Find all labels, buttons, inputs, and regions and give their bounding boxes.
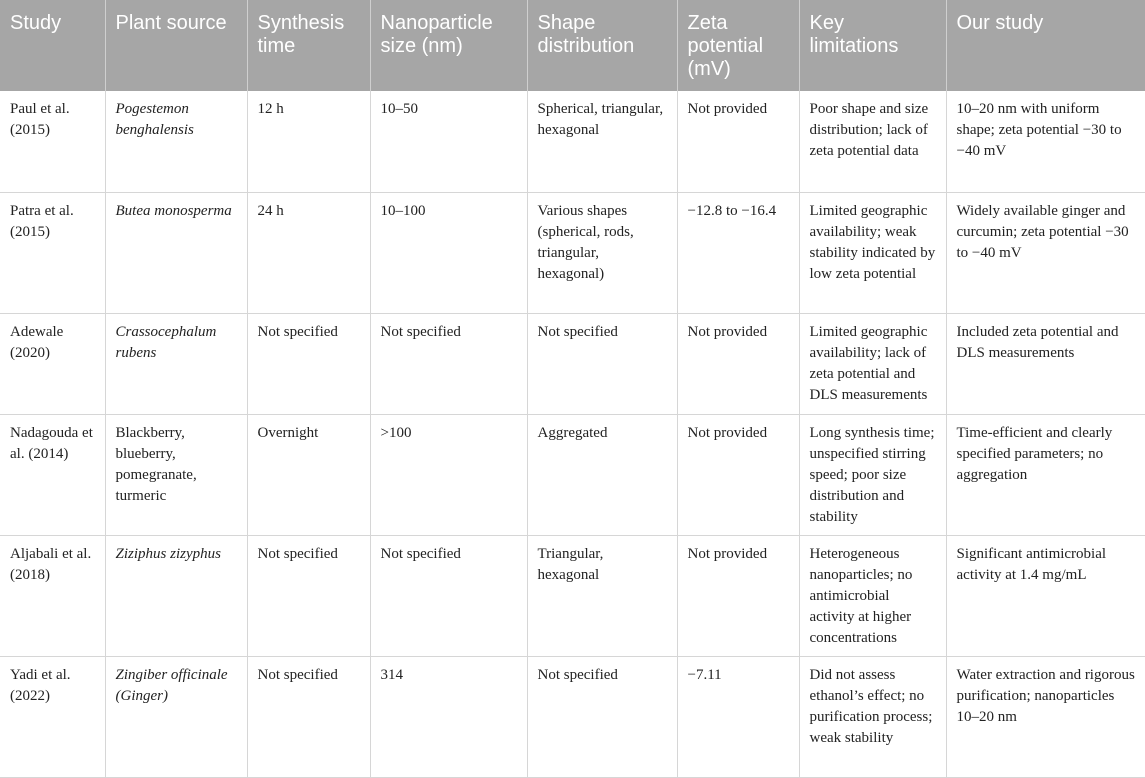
table-row: [0, 192, 1145, 313]
cell-plant-source: Blackberry, blueberry, pomegranate, turmeric: [105, 414, 247, 535]
header-plant-source: Plant source: [105, 0, 247, 91]
cell-size: 314: [370, 656, 527, 777]
header-zeta-potential: Zeta potential (mV): [677, 0, 799, 91]
table-row: [0, 414, 1145, 535]
cell-shape: Not specified: [527, 656, 677, 777]
cell-shape: Not specified: [527, 313, 677, 414]
cell-study: Yadi et al. (2022): [0, 656, 105, 777]
cell-limitations: Poor shape and size distribution; lack of zeta potential data: [799, 91, 946, 192]
cell-zeta: Not provided: [677, 414, 799, 535]
cell-our-study: Time-efficient and clearly specified parameters; no aggregation: [946, 414, 1145, 535]
cell-study: Patra et al. (2015): [0, 192, 105, 313]
cell-size: >100: [370, 414, 527, 535]
header-synthesis-time: Synthesis time: [247, 0, 370, 91]
cell-limitations: Heterogeneous nanoparticles; no antimicrobial activity at higher concentrations: [799, 535, 946, 656]
cell-study: Aljabali et al. (2018): [0, 535, 105, 656]
cell-study: Nadagouda et al. (2014): [0, 414, 105, 535]
table-row: [0, 535, 1145, 656]
header-our-study: Our study: [946, 0, 1145, 91]
cell-size: Not specified: [370, 535, 527, 656]
cell-synthesis-time: Not specified: [247, 535, 370, 656]
cell-our-study: Included zeta potential and DLS measurements: [946, 313, 1145, 414]
header-nanoparticle-size: Nanoparticle size (nm): [370, 0, 527, 91]
cell-shape: Aggregated: [527, 414, 677, 535]
table-row: [0, 656, 1145, 777]
cell-zeta: Not provided: [677, 313, 799, 414]
cell-zeta: Not provided: [677, 91, 799, 192]
cell-synthesis-time: Not specified: [247, 313, 370, 414]
cell-size: 10–100: [370, 192, 527, 313]
header-row: [0, 0, 1145, 91]
header-study: Study: [0, 0, 105, 91]
cell-synthesis-time: Overnight: [247, 414, 370, 535]
cell-limitations: Limited geographic availability; lack of zeta potential and DLS measurements: [799, 313, 946, 414]
cell-zeta: Not provided: [677, 535, 799, 656]
cell-plant-source: Ziziphus zizyphus: [105, 535, 247, 656]
cell-plant-source: Crassocephalum rubens: [105, 313, 247, 414]
cell-size: 10–50: [370, 91, 527, 192]
cell-size: Not specified: [370, 313, 527, 414]
table-row: [0, 313, 1145, 414]
cell-synthesis-time: 12 h: [247, 91, 370, 192]
cell-limitations: Long synthesis time; unspecified stirring speed; poor size distribution and stability: [799, 414, 946, 535]
cell-zeta: −12.8 to −16.4: [677, 192, 799, 313]
cell-our-study: 10–20 nm with uniform shape; zeta potential −30 to −40 mV: [946, 91, 1145, 192]
cell-our-study: Water extraction and rigorous purification; nanoparticles 10–20 nm: [946, 656, 1145, 777]
cell-shape: Spherical, triangular, hexagonal: [527, 91, 677, 192]
cell-limitations: Did not assess ethanol’s effect; no purification process; weak stability: [799, 656, 946, 777]
cell-zeta: −7.11: [677, 656, 799, 777]
cell-our-study: Significant antimicrobial activity at 1.4 mg/mL: [946, 535, 1145, 656]
cell-shape: Triangular, hexagonal: [527, 535, 677, 656]
cell-our-study: Widely available ginger and curcumin; zeta potential −30 to −40 mV: [946, 192, 1145, 313]
table-row: [0, 91, 1145, 192]
cell-study: Adewale (2020): [0, 313, 105, 414]
cell-limitations: Limited geographic availability; weak stability indicated by low zeta potential: [799, 192, 946, 313]
cell-synthesis-time: 24 h: [247, 192, 370, 313]
cell-plant-source: Zingiber officinale (Ginger): [105, 656, 247, 777]
cell-shape: Various shapes (spherical, rods, triangular, hexagonal): [527, 192, 677, 313]
cell-synthesis-time: Not specified: [247, 656, 370, 777]
cell-plant-source: Pogestemon benghalensis: [105, 91, 247, 192]
header-shape-distribution: Shape distribution: [527, 0, 677, 91]
cell-plant-source: Butea monosperma: [105, 192, 247, 313]
header-key-limitations: Key limitations: [799, 0, 946, 91]
cell-study: Paul et al. (2015): [0, 91, 105, 192]
